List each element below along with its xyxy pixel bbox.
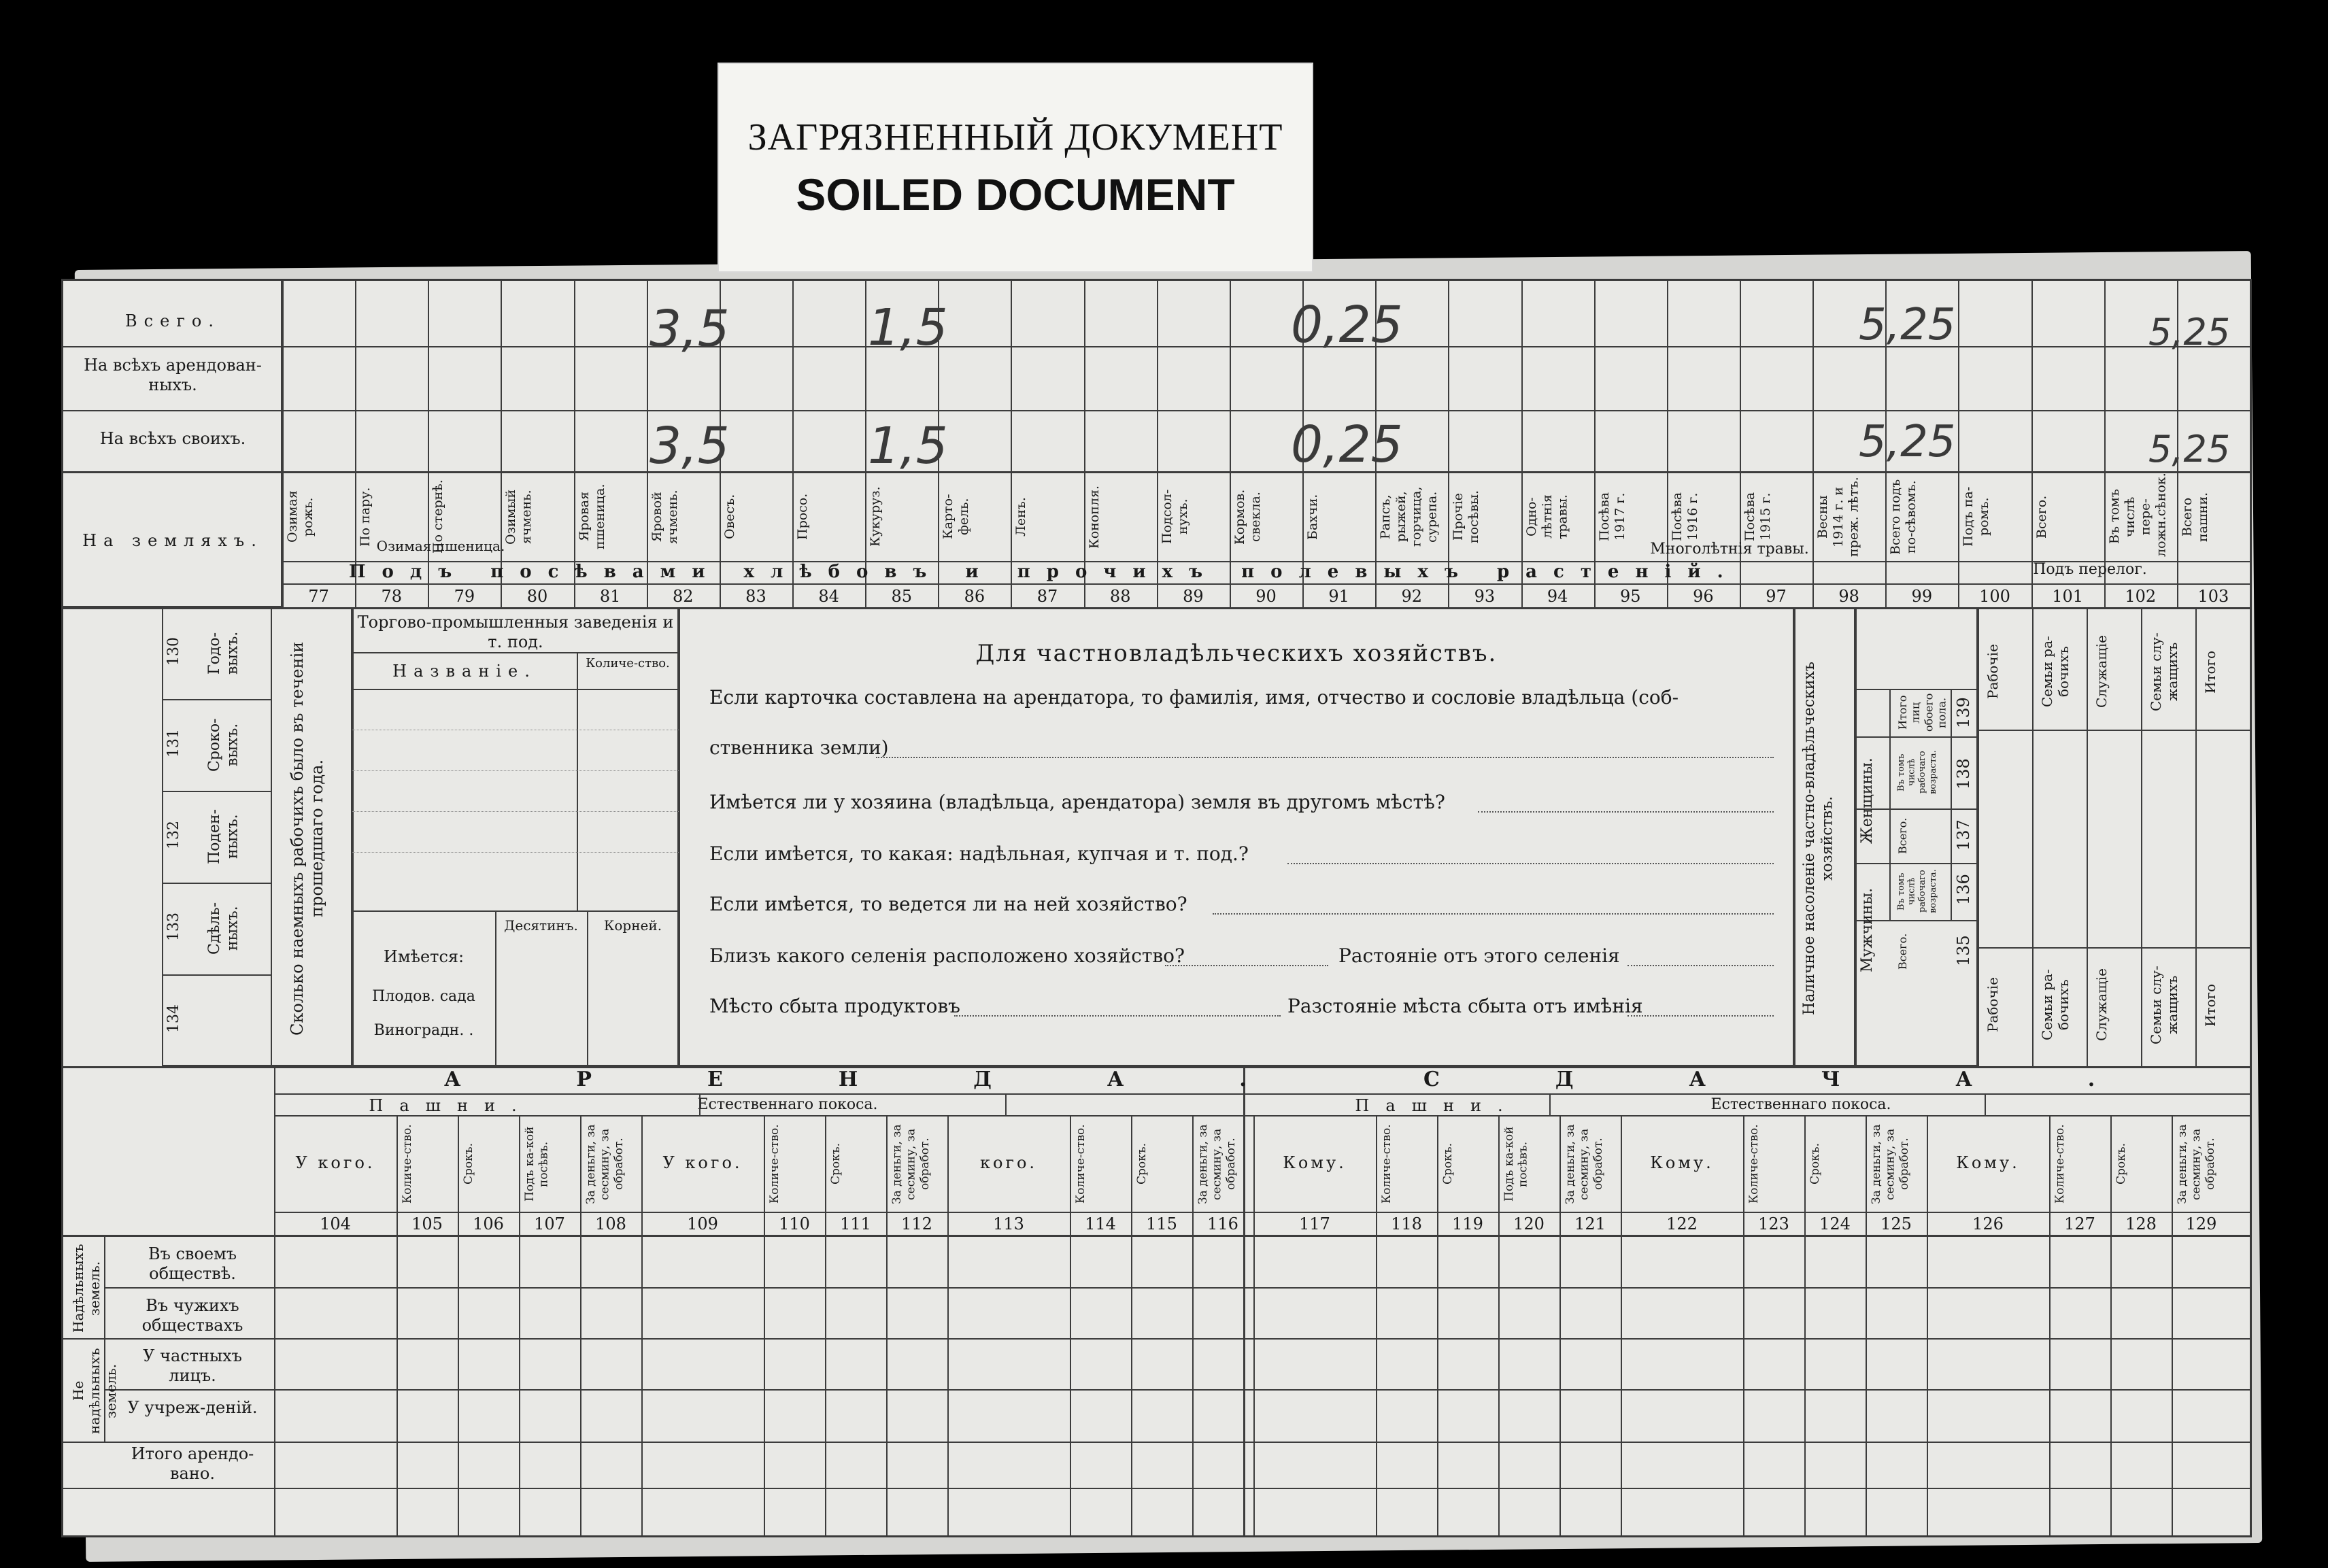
row-label-lands: На земляхъ. (82, 531, 263, 550)
ne-nadel-label: Не надѣльныхъ земель. (70, 1348, 119, 1434)
top-col-header-86: Карто-фель. (941, 494, 972, 540)
pop-num-136: 136 (1954, 874, 1973, 905)
bottom-col-header-115: Срокъ. (1135, 1143, 1149, 1185)
top-col-number-100: 100 (1979, 587, 2010, 606)
pop-col-header-bottom: Семьи слу-жащихъ (2148, 966, 2180, 1044)
top-col-number-87: 87 (1036, 587, 1058, 606)
pop-col-divider (1978, 607, 1979, 1066)
bottom-col-number-122: 122 (1666, 1214, 1698, 1233)
hired-workers-question: Сколько наемныхъ рабочихъ было въ теченіи прошедшаго года. (288, 641, 326, 1036)
row-institutions: У учреж-деній. (127, 1398, 258, 1417)
top-col-number-79: 79 (454, 587, 475, 606)
bottom-col-number-121: 121 (1574, 1214, 1606, 1233)
bottom-col-divider (1253, 1115, 1255, 1535)
bottom-col-divider (580, 1115, 581, 1535)
worker-row-num-132: 132 (165, 821, 182, 849)
top-col-number-90: 90 (1255, 587, 1277, 606)
pop-col-divider (2141, 607, 2142, 1066)
row-label-own: На всѣхъ своихъ. (99, 429, 246, 448)
bottom-col-number-107: 107 (534, 1214, 565, 1233)
bottom-col-divider (1005, 1093, 1007, 1115)
private-line-1: Если карточка составлена на арендатора, то фамилія, имя, отчество и сословіе владѣльца (соб- (709, 686, 1679, 709)
top-col-header-92: Рапсъ, рыжей, горчица, сурепа. (1378, 486, 1440, 547)
bottom-col-number-125: 125 (1880, 1214, 1912, 1233)
bottom-col-number-114: 114 (1085, 1214, 1116, 1233)
bottom-col-header-112: За деньги, за сесмину, за обработ. (890, 1124, 932, 1204)
top-col-header-102: Въ томъ числѣ пере-ложн.сѣнок. (2106, 473, 2169, 557)
bottom-col-number-126: 126 (1972, 1214, 2004, 1233)
row-label-rented: На всѣхъ арендован- ныхъ. (84, 356, 262, 394)
top-col-divider (355, 281, 356, 607)
worker-row-num-134: 134 (165, 1004, 182, 1033)
top-col-number-96: 96 (1693, 587, 1714, 606)
bottom-col-number-127: 127 (2064, 1214, 2095, 1233)
top-col-header-85: Кукуруз. (868, 486, 883, 547)
bottom-col-divider (825, 1115, 826, 1535)
bottom-col-number-128: 128 (2125, 1214, 2157, 1233)
top-col-number-93: 93 (1474, 587, 1496, 606)
top-col-number-84: 84 (818, 587, 839, 606)
top-col-number-89: 89 (1183, 587, 1204, 606)
bottom-col-number-112: 112 (901, 1214, 932, 1233)
arenda-pashni: Пашни. (369, 1096, 533, 1115)
has-label: Имѣется: (383, 947, 465, 966)
top-col-header-98: Весны 1914 г. и преж. лѣтъ. (1815, 477, 1861, 557)
bottom-col-divider (1866, 1115, 1867, 1535)
label-russian: ЗАГРЯЗНЕННЫЙ ДОКУМЕНТ (747, 116, 1283, 158)
bottom-col-divider (1549, 1093, 1551, 1115)
top-col-header-80: Озимый ячмень. (503, 489, 535, 545)
pop-women-working: Въ томъ числѣ рабочаго возраста. (1896, 750, 1938, 795)
bottom-col-number-118: 118 (1391, 1214, 1422, 1233)
top-col-number-94: 94 (1547, 587, 1568, 606)
worker-row-divider (162, 607, 271, 609)
pop-col-header-top: Семьи ра-бочихъ (2039, 636, 2072, 708)
top-col-number-91: 91 (1328, 587, 1349, 606)
handwritten-total-91: 0,25 (1291, 296, 1403, 354)
top-col-divider (428, 281, 429, 607)
pop-men-working: Въ томъ числѣ рабочаго возраста. (1896, 869, 1938, 914)
bottom-col-divider (1621, 1115, 1622, 1535)
trade-name-header: Названіе. (392, 662, 537, 681)
top-col-number-92: 92 (1401, 587, 1423, 606)
pop-col-header-bottom: Семьи ра-бочихъ (2039, 969, 2072, 1041)
worker-row-label-131: Сроко-выхъ. (206, 718, 241, 772)
archive-label-card (718, 63, 1313, 273)
pop-num-139: 139 (1954, 697, 1973, 728)
pop-col-header-top: Семьи слу-жащихъ (2148, 632, 2180, 711)
pop-mid-divider (1978, 947, 2250, 949)
top-col-number-85: 85 (891, 587, 913, 606)
bottom-col-divider (2172, 1115, 2173, 1535)
pop-col-header-bottom: Служащіе (2093, 968, 2110, 1042)
top-col-header-81: Яровая пшеница. (576, 483, 607, 550)
bottom-col-number-116: 116 (1207, 1214, 1238, 1233)
pop-men-label: Мужчины. (1859, 887, 1876, 973)
bottom-col-header-113: кого. (979, 1153, 1038, 1172)
worker-row-divider (162, 699, 271, 700)
top-col-header-84: Просо. (795, 493, 811, 541)
bottom-col-header-114: Количе-ство. (1074, 1124, 1087, 1204)
bottom-col-number-115: 115 (1146, 1214, 1177, 1233)
bottom-col-divider (519, 1115, 520, 1535)
top-col-header-95: Посѣва 1917 г. (1596, 492, 1627, 542)
bottom-col-divider (1743, 1115, 1744, 1535)
worker-row-divider (162, 883, 271, 884)
top-col-divider (2104, 281, 2106, 607)
sdacha-pokos: Естественнаго покоса. (1710, 1096, 1891, 1113)
bottom-col-divider (397, 1115, 398, 1535)
bottom-col-header-122: Кому. (1650, 1153, 1714, 1172)
top-col-divider (1448, 281, 1449, 607)
top-table (63, 281, 2250, 607)
worker-row-num-133: 133 (165, 913, 182, 941)
handwritten-total-82: 3,5 (650, 300, 730, 358)
top-col-number-83: 83 (745, 587, 766, 606)
worker-row-num-131: 131 (165, 729, 182, 757)
pop-num-135: 135 (1954, 935, 1973, 966)
pop-men-total: Всего. (1896, 933, 1909, 970)
private-line-5: Если имѣется, то ведется ли на ней хозяйство? (709, 893, 1187, 915)
crops-title: Подъ посѣвами хлѣбовъ и прочихъ полевыхъ растеній. (349, 562, 1740, 582)
bottom-col-divider (764, 1115, 765, 1535)
worker-row-num-130: 130 (165, 637, 182, 666)
pop-col-divider (2195, 607, 2197, 1066)
row-other-societies: Въ чужихъ обществахъ (141, 1296, 243, 1335)
private-line-8: Мѣсто сбыта продуктовъ (709, 995, 960, 1017)
top-col-header-89: Подсол-нухъ. (1159, 489, 1190, 545)
top-col-divider (1521, 281, 1523, 607)
bottom-col-divider (1498, 1115, 1500, 1535)
top-col-number-97: 97 (1766, 587, 1787, 606)
bottom-col-header-117: Кому. (1283, 1153, 1347, 1172)
top-col-number-95: 95 (1619, 587, 1641, 606)
bottom-col-divider (1804, 1115, 1806, 1535)
bottom-col-number-120: 120 (1513, 1214, 1545, 1233)
worker-row-divider (162, 791, 271, 792)
row-total-rented: Итого арендо-вано. (131, 1444, 254, 1483)
top-col-divider (647, 281, 648, 607)
handwritten-own-85: 1,5 (868, 417, 948, 475)
perennial-grasses-label: Многолѣтнія травы. (1650, 541, 1809, 558)
bottom-col-divider (2110, 1115, 2112, 1535)
bottom-col-header-106: Срокъ. (462, 1143, 475, 1185)
fallow-label: Подъ перелог. (2033, 561, 2147, 578)
top-col-divider (574, 281, 575, 607)
bottom-col-divider (2049, 1115, 2051, 1535)
population-title: Наличное насоленіе частно-владѣльческихъ хозяйствъ. (1801, 662, 1836, 1015)
top-col-divider (1157, 281, 1158, 607)
middle-section (63, 607, 2250, 1066)
bottom-col-number-123: 123 (1758, 1214, 1789, 1233)
private-line-7: Растояніе отъ этого селенія (1338, 944, 1620, 967)
bottom-col-header-107: Подъ ка-кой посѣвъ. (523, 1126, 551, 1202)
sdacha-title: СДАЧА. (1423, 1068, 2211, 1091)
top-col-header-87: Ленъ. (1013, 497, 1029, 536)
bottom-col-number-113: 113 (993, 1214, 1024, 1233)
bottom-col-number-111: 111 (840, 1214, 871, 1233)
pop-women-total: Всего. (1896, 817, 1909, 854)
top-col-divider (1958, 281, 1959, 607)
top-col-divider (2031, 281, 2033, 607)
bottom-col-divider (1927, 1115, 1928, 1535)
top-col-header-78: По пару. (358, 487, 373, 547)
bottom-col-divider (1070, 1115, 1071, 1535)
top-col-header-103: Всего пашни. (2179, 492, 2210, 542)
bottom-col-divider (458, 1115, 459, 1535)
bottom-col-header-104: У кого. (295, 1153, 375, 1172)
top-col-number-88: 88 (1109, 587, 1131, 606)
pop-num-137: 137 (1954, 819, 1973, 851)
private-line-6: Близъ какого селенія расположено хозяйство? (709, 944, 1185, 967)
private-farms-title: Для частновладѣльческихъ хозяйствъ. (975, 640, 1498, 667)
roots-header: Корней. (603, 917, 662, 934)
bottom-col-divider (1131, 1115, 1132, 1535)
bottom-col-header-108: За деньги, за сесмину, за обработ. (584, 1124, 626, 1204)
top-col-header-100: Подъ па-ромъ. (1961, 486, 1992, 547)
trade-title: Торгово-промышленныя заведенія и т. под. (357, 613, 674, 651)
bottom-col-number-109: 109 (687, 1214, 718, 1233)
bottom-col-header-110: Количе-ство. (768, 1124, 781, 1204)
top-col-divider (865, 281, 866, 607)
bottom-col-divider (641, 1115, 643, 1535)
top-col-number-81: 81 (599, 587, 621, 606)
winter-wheat-label: Озимая пшеница. (376, 538, 505, 554)
bottom-col-header-123: Количе-ство. (1747, 1124, 1761, 1204)
bottom-col-header-120: Подъ ка-кой посѣвъ. (1502, 1126, 1530, 1202)
pop-num-138: 138 (1954, 758, 1973, 789)
bottom-col-header-128: Срокъ. (2114, 1143, 2128, 1185)
top-col-number-99: 99 (1911, 587, 1933, 606)
worker-row-label-133: Сдѣль-ныхъ. (206, 902, 241, 955)
top-col-divider (792, 281, 794, 607)
row-label-total: Всего. (125, 311, 220, 330)
top-col-divider (282, 281, 284, 607)
census-form-sheet (61, 279, 2252, 1537)
top-col-header-90: Кормов. свекла. (1232, 489, 1263, 545)
bottom-col-header-129: За деньги, за сесмину, за обработ. (2176, 1124, 2217, 1204)
bottom-col-header-118: Количе-ство. (1380, 1124, 1394, 1204)
pop-col-header-bottom: Итого (2202, 983, 2219, 1027)
top-col-header-83: Овесъ. (722, 494, 737, 540)
top-col-divider (1084, 281, 1085, 607)
handwritten-total-103: 5,25 (2148, 311, 2231, 354)
top-col-header-91: Бахчи. (1305, 494, 1321, 540)
bottom-col-number-104: 104 (320, 1214, 351, 1233)
worker-row-label-132: Поден-ныхъ. (206, 808, 241, 865)
bottom-col-number-105: 105 (411, 1214, 443, 1233)
pop-total-both: Итого лиц обоего пола. (1896, 693, 1949, 732)
bottom-col-number-110: 110 (779, 1214, 810, 1233)
bottom-col-number-129: 129 (2185, 1214, 2217, 1233)
handwritten-own-91: 0,25 (1291, 415, 1403, 474)
pop-col-divider (2087, 607, 2088, 1066)
pop-col-header-top: Служащіе (2093, 635, 2110, 709)
top-col-header-88: Конопля. (1086, 485, 1102, 549)
bottom-col-divider (886, 1115, 888, 1535)
arenda-pokos: Естественнаго покоса. (697, 1096, 878, 1113)
bottom-col-divider (274, 1115, 275, 1535)
bottom-col-number-119: 119 (1452, 1214, 1483, 1233)
top-col-number-82: 82 (673, 587, 694, 606)
bottom-col-divider (1376, 1115, 1377, 1535)
bottom-col-header-116: За деньги, за сесмину, за обработ. (1196, 1124, 1238, 1204)
label-english: SOILED DOCUMENT (796, 169, 1235, 220)
bottom-table (63, 1066, 2250, 1535)
top-col-header-77: Озимая рожь. (285, 490, 316, 543)
top-col-header-94: Одно-лѣтнія травы. (1523, 494, 1570, 539)
top-col-header-79: По стернѣ. (431, 479, 446, 554)
top-col-divider (501, 281, 502, 607)
top-col-divider (1230, 281, 1231, 607)
bottom-col-divider (699, 1093, 701, 1115)
bottom-col-divider (947, 1115, 949, 1535)
arenda-title: АРЕНДА. (444, 1068, 1362, 1091)
private-line-2: ственника земли) (709, 736, 889, 759)
bottom-col-header-105: Количе-ство. (401, 1124, 414, 1204)
row-private-persons: У частныхъ лицъ. (143, 1346, 242, 1385)
bottom-col-header-109: У кого. (662, 1153, 743, 1172)
top-col-header-82: Яровой ячмень. (649, 490, 680, 544)
top-col-number-103: 103 (2197, 587, 2229, 606)
top-col-number-86: 86 (964, 587, 985, 606)
top-col-header-101: Всего. (2034, 495, 2049, 539)
bottom-col-number-117: 117 (1299, 1214, 1330, 1233)
orchard-label: Плодов. сада (372, 988, 475, 1005)
handwritten-own-82: 3,5 (650, 417, 730, 475)
top-col-number-77: 77 (308, 587, 329, 606)
top-col-number-102: 102 (2125, 587, 2157, 606)
vineyard-label: Виноградн. . (373, 1022, 474, 1039)
bottom-col-divider (1437, 1115, 1438, 1535)
pop-col-header-top: Итого (2202, 650, 2219, 694)
bottom-col-divider (1192, 1115, 1194, 1535)
top-col-header-96: Посѣва 1916 г. (1669, 492, 1700, 542)
bottom-col-divider (1559, 1115, 1561, 1535)
bottom-col-header-125: За деньги, за сесмину, за обработ. (1870, 1124, 1911, 1204)
handwritten-own-99: 5,25 (1859, 417, 1956, 467)
top-col-number-98: 98 (1838, 587, 1859, 606)
top-col-number-80: 80 (526, 587, 548, 606)
worker-row-divider (162, 974, 271, 976)
bottom-col-divider (1985, 1093, 1986, 1115)
sdacha-pashni: Пашни. (1355, 1096, 1519, 1115)
top-col-number-78: 78 (381, 587, 402, 606)
bottom-col-header-124: Срокъ. (1808, 1143, 1822, 1185)
bottom-col-header-119: Срокъ. (1441, 1143, 1455, 1185)
bottom-col-number-124: 124 (1819, 1214, 1851, 1233)
trade-qty-header: Количе-ство. (586, 656, 670, 670)
private-line-3: Имѣется ли у хозяина (владѣльца, арендатора) земля въ другомъ мѣстѣ? (709, 791, 1445, 813)
pop-women-label: Женщины. (1859, 757, 1876, 845)
top-col-divider (1011, 281, 1012, 607)
pop-mid-divider (1978, 730, 2250, 731)
top-col-header-93: Прочiе посѣвы. (1451, 490, 1482, 544)
handwritten-own-103: 5,25 (2148, 428, 2231, 471)
dessiatins-header: Десятинъ. (504, 917, 578, 934)
private-line-9: Разстояніе мѣста сбыта отъ имѣнія (1287, 995, 1643, 1017)
bottom-col-header-121: За деньги, за сесмину, за обработ. (1564, 1124, 1605, 1204)
bottom-col-number-106: 106 (473, 1214, 504, 1233)
nadel-label: Надѣльныхъ земель. (70, 1244, 103, 1333)
worker-row-label-130: Годо-выхъ. (206, 631, 241, 675)
bottom-col-header-111: Срокъ. (829, 1143, 843, 1185)
pop-col-header-top: Рабочіе (1985, 644, 2001, 700)
top-col-header-97: Посѣва 1915 г. (1742, 492, 1773, 542)
top-col-header-99: Всего подъ по-сѣвомъ. (1888, 479, 1919, 555)
pop-col-divider (2032, 607, 2034, 1066)
handwritten-total-99: 5,25 (1859, 300, 1956, 350)
handwritten-total-85: 1,5 (868, 299, 948, 357)
row-own-society: Въ своемъ обществѣ. (148, 1244, 237, 1283)
top-col-number-101: 101 (2052, 587, 2084, 606)
private-line-4: Если имѣется, то какая: надѣльная, купчая и т. под.? (709, 842, 1249, 865)
bottom-col-number-108: 108 (595, 1214, 626, 1233)
bottom-col-header-126: Кому. (1956, 1153, 2020, 1172)
bottom-col-header-127: Количе-ство. (2053, 1124, 2067, 1204)
pop-col-header-bottom: Рабочіе (1985, 977, 2001, 1033)
